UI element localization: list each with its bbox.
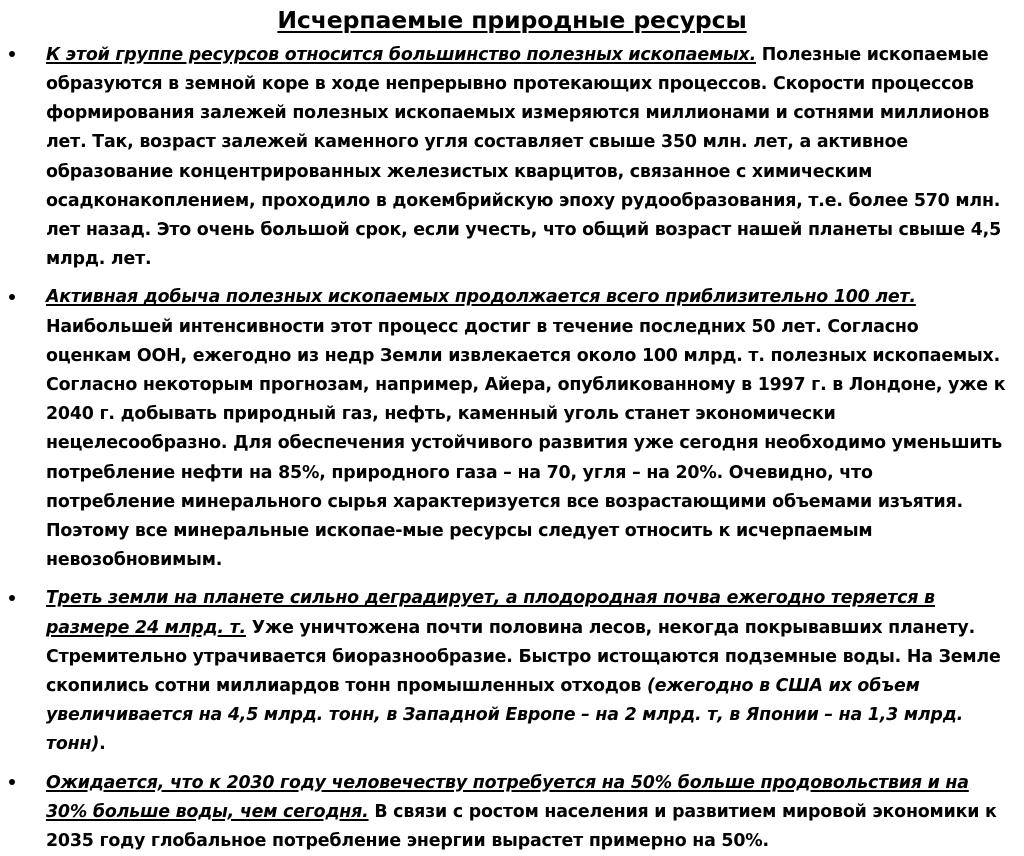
bullet-1-lead-text: К этой группе ресурсов относится большинство полезных ископаемых. — [46, 44, 756, 65]
bullet-3-lead-text: Треть земли на планете сильно деградирует, а плодородная почва ежегодно теряется в размере 24 млрд. т. — [46, 588, 935, 638]
bullet-2-lead-text: Активная добыча полезных ископаемых продолжается всего приблизительно 100 лет. — [46, 287, 916, 308]
bullet-2-body-text: Наибольшей интенсивности этот процесс достиг в течение последних 50 лет. Согласно оценкам ООН, ежегодно из недр Земли извлекается около 100 млрд. т. полезных ископаемых. Согласно некоторым прогнозам, например, Айера, опубликованному в 1997 г. в Лондоне, уже к 2040 г. добывать природный газ, нефть, каменный уголь станет экономически нецелесообразно. Для обеспечения устойчивого развития уже сегодня необходимо уменьшить потребление нефти на 85%, природного газа – на 70, угля – на 20%. Очевидно, что потребление минерального сырья характеризуется все возрастающими объемами изъятия. Поэтому все минеральные ископае-мые ресурсы следует относить к исчерпаемым невозобновимым. — [46, 316, 1006, 571]
bullet-item-2 — [0, 283, 1006, 575]
bullet-1-body-text: Полезные ископаемые образуются в земной коре в ходе непрерывно протекающих процессов. Скорости процессов формирования залежей полезных ископаемых измеряются миллионами и сотнями миллионов лет. Так, возраст залежей каменного угля составляет свыше 350 млн. лет, а активное образование концентрированных железистых кварцитов, связанное с химическим осадконакоплением, проходило в докембрийскую эпоху рудообразования, т.е. более 570 млн. лет назад. Это очень большой срок, если учесть, что общий возраст нашей планеты свыше 4,5 млрд. лет. — [46, 44, 1002, 270]
bullet-3-body-text: Уже уничтожена почти половина лесов, некогда покрывавших планету. Стремительно утрачивается биоразнообразие. Быстро истощаются подземные воды. На Земле скопились сотни миллиардов тонн промышленных отходов — [46, 617, 1001, 696]
bullet-dot-icon — [9, 595, 15, 601]
page-title-text: Исчерпаемые природные ресурсы — [277, 6, 747, 34]
bullet-item-1 — [0, 41, 1006, 275]
bullet-4-lead-text: Ожидается, что к 2030 году человечеству потребуется на 50% больше продовольствия и на 30% больше воды, чем сегодня. — [46, 772, 969, 822]
bullet-item-4 — [0, 769, 1006, 856]
page-title — [0, 0, 1024, 35]
bullet-3-parenthetical-text: (ежегодно в США их объем увеличивается на 4,5 млрд. тонн, в Западной Европе – на 2 млрд. т, в Японии – на 1,3 млрд. тонн) — [46, 675, 963, 755]
bullet-3-tail-text: . — [99, 734, 106, 755]
bullet-dot-icon — [9, 294, 15, 300]
bullet-4-body-text: В связи с ростом населения и развитием мировой экономики к 2035 году глобальное потребление энергии вырастет примерно на 50%. — [46, 801, 997, 851]
bullet-list — [0, 41, 1024, 856]
bullet-dot-icon — [9, 779, 15, 785]
bullet-dot-icon — [9, 51, 15, 57]
bullet-item-3 — [0, 584, 1006, 759]
